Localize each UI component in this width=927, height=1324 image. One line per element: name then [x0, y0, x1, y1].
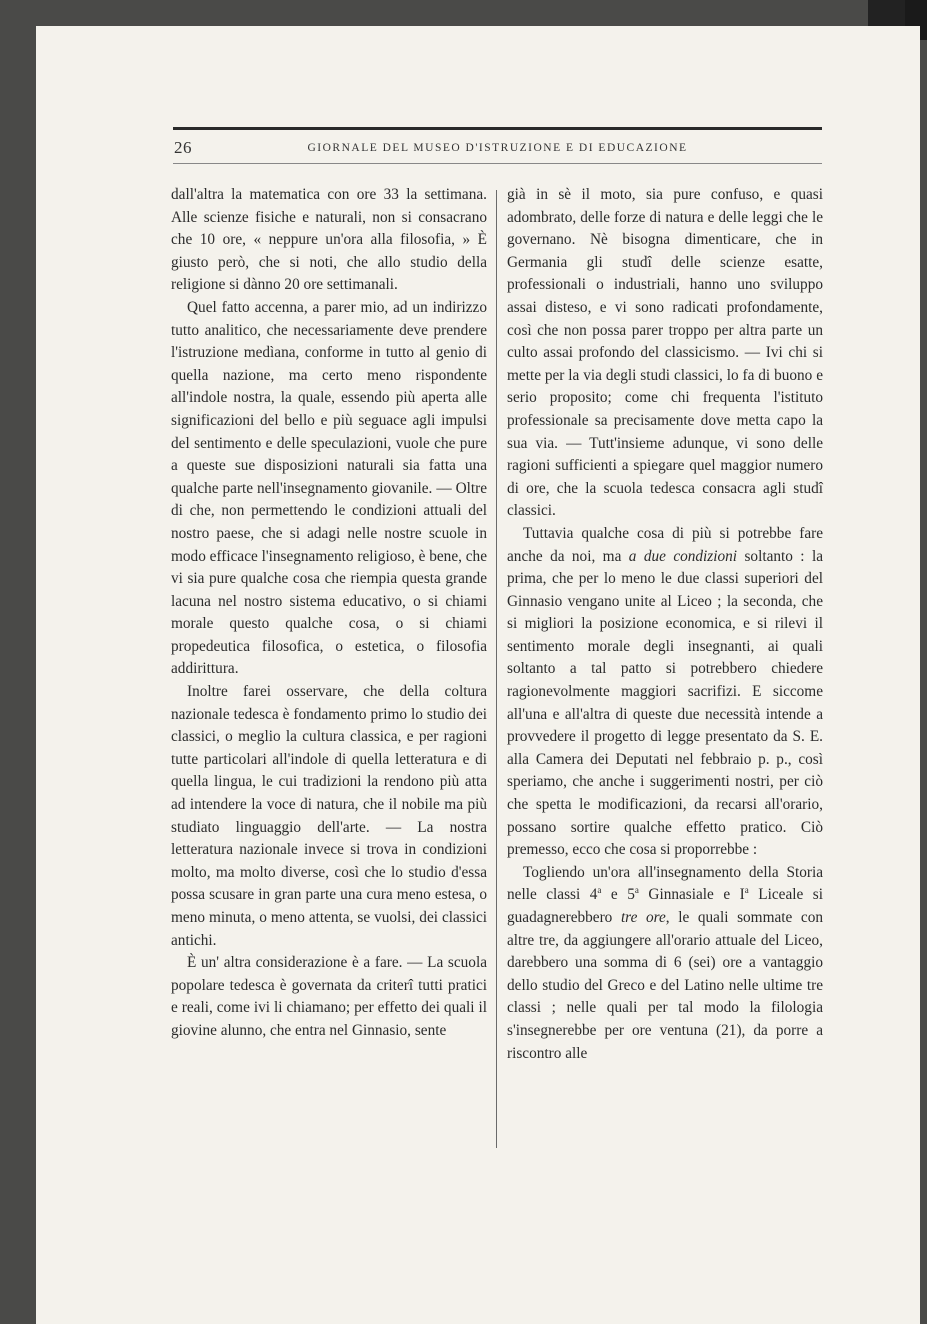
- text-run: e 5: [601, 886, 635, 904]
- running-header: [173, 138, 822, 160]
- running-title: GIORNALE DEL MUSEO D'ISTRUZIONE E DI EDUCAZIONE: [307, 142, 688, 154]
- superscript: a: [597, 885, 602, 896]
- emphasis: tre ore: [620, 909, 666, 926]
- page-number: 26: [174, 138, 192, 157]
- text-run: , le quali sommate con altre tre, da aggiungere all'orario attuale del Liceo, darebbero una somma di 6 (sei) ore a vantaggio dello studio del Greco e del Latino nelle ultime tre classi ; nelle quali per tal modo la filologia s'insegnerebbe per ore ventuna (21), da porre a riscontro alle: [507, 909, 823, 1062]
- header-rule-bottom: [173, 163, 822, 164]
- text-run: Tuttavia qualche cosa di più si potrebbe fare anche da noi, ma: [507, 524, 823, 565]
- right-column: [507, 184, 823, 1065]
- text-run: soltanto : la prima, che per lo meno le due classi superiori del Ginnasio vengano unite al Liceo ; la seconda, che si migliori la posizione economica, e si rilevi il sentimento morale degli insegnanti, ai quali soltanto a tal patto si potrebbero chiedere ragionevolmente maggiori sacrifizi. E siccome all'una e all'altra di queste due necessità intende a provvedere il progetto di legge presentato da S. E. alla Camera dei Deputati nel febbraio p. p., così speriamo, che anche i suggerimenti nostri, per ciò che spetta le modificazioni, da recarsi all'orario, possano sortire qualche effetto pratico. Ciò premesso, ecco che cosa si proporrebbe :: [507, 547, 823, 859]
- paragraph: Quel fatto accenna, a parer mio, ad un indirizzo tutto analitico, che necessariamente deve prendere l'istruzione medìana, conforme in tutto al genio di quella nazione, ma certo meno rispondente all'indole nostra, la quale, essendo più aperta alle significazioni del bello e più seguace agli impulsi del sentimento e delle speculazioni, vuole che pure a queste sue disposizioni naturali sia fatta una qualche parte nell'insegnamento giovanile. — Oltre di che, non permettendo le condizioni attuali del nostro paese, che si adagi nelle nostre scuole in modo efficace l'insegnamento religioso, è bene, che vi sia pure qualche cosa che riempia questa grande lacuna nel nostro sistema educativo, o si chiami morale questo qualche cosa, o si chiami propedeutica filosofica, o estetica, o filosofia addirittura.: [171, 298, 487, 678]
- superscript: a: [744, 885, 749, 896]
- paragraph: già in sè il moto, sia pure confuso, e quasi adombrato, delle forze di natura e delle leggi che le governano. Nè bisogna dimenticare, che in Germania gli studî delle scienze esatte, professionali o industriali, hanno uno sviluppo assai disteso, e vi sono radicati profondamente, così che non possa parer troppo per altra parte un culto assai profondo del classicismo. — Ivi chi si mette per la via degli studi classici, lo fa di buono e serio proposito; come chi frequenta l'istituto professionale sa precisamente dove metta capo la sua via. — Tutt'insieme adunque, vi sono delle ragioni sufficienti a spiegare quel maggior numero di ore, che la scuola tedesca consacra agli studî classici.: [507, 186, 823, 520]
- left-column: [171, 184, 487, 1043]
- paragraph: [507, 523, 823, 862]
- superscript: a: [634, 885, 639, 896]
- paragraph: È un' altra considerazione è a fare. — La scuola popolare tedesca è governata da criterî tutti pratici e reali, come ivi li chiamano; per effetto dei quali il giovine alunno, che entra nel Ginnasio, sente: [171, 954, 487, 1039]
- paragraph: [507, 862, 823, 1065]
- header-rule-top: [173, 127, 822, 130]
- emphasis: a due condizioni: [628, 547, 738, 565]
- text-run: Togliendo un'ora all'insegnamento della Storia nelle classi 4: [507, 863, 823, 904]
- paragraph: Inoltre farei osservare, che della coltura nazionale tedesca è fondamento primo lo studio dei classici, o meglio la cultura classica, e per ragioni tutte particolari all'indole di quella letteratura e di quella lingua, le cui tradizioni la rendono più atta ad intendere la voce di natura, che il nobile ma più studiato linguaggio dell'arte. — La nostra letteratura nazionale invece si trova in condizioni molto, ma molto diverse, così che lo studio d'essa possa scusare in gran parte una cura meno estesa, o meno minuta, o meno attenta, se vuolsi, dei classici antichi.: [171, 683, 487, 949]
- column-divider: [496, 190, 497, 1148]
- text-run: Liceale si guadagnerebbero: [507, 886, 823, 926]
- text-run: Ginnasiale e I: [638, 886, 745, 904]
- paragraph: dall'altra la matematica con ore 33 la settimana. Alle scienze fisiche e naturali, non si consacrano che 10 ore, « neppure un'ora alla filosofia, » È giusto però, che si noti, che allo studio della religione si dànno 20 ore settimanali.: [171, 186, 487, 294]
